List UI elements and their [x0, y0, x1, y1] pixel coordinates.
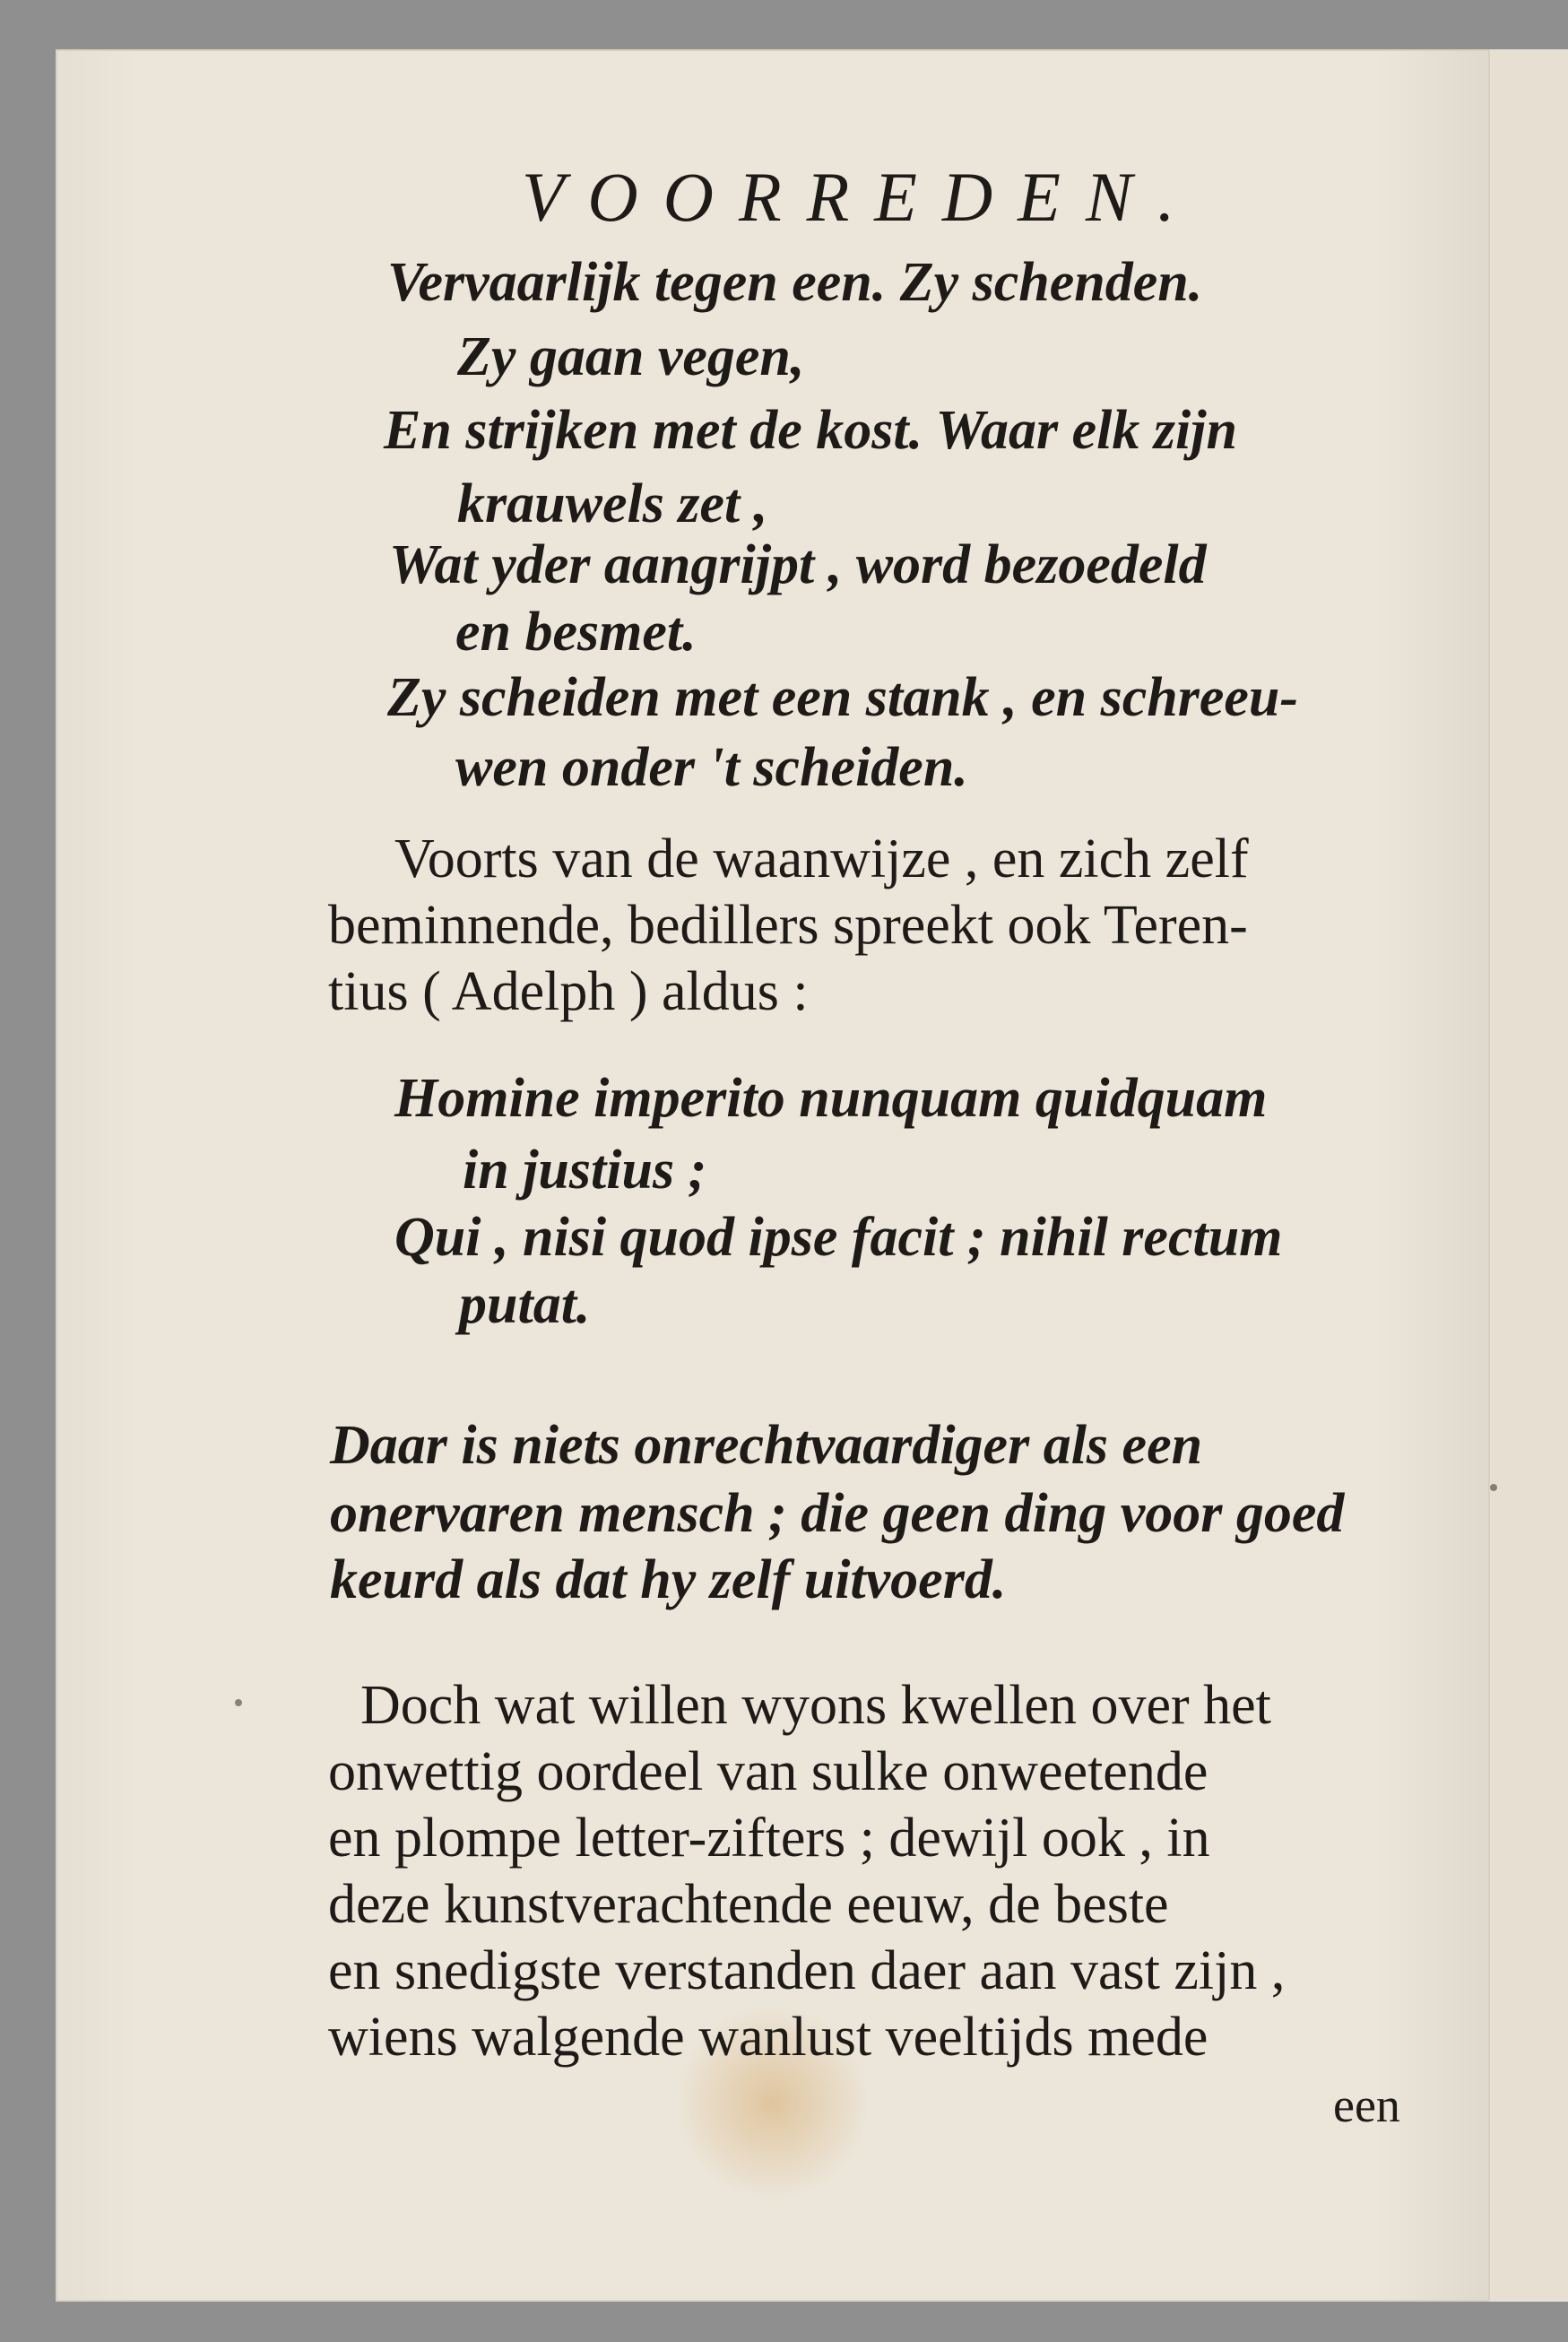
prose-line: Voorts van de waanwijze , en zich zelf — [394, 828, 1249, 889]
prose-line: deze kunstverachtende eeuw, de beste — [328, 1874, 1169, 1935]
translation-line: Daar is niets onrechtvaardiger als een — [330, 1415, 1203, 1476]
ink-speck — [1490, 1484, 1497, 1491]
translation-line: keurd als dat hy zelf uitvoerd. — [330, 1549, 1007, 1610]
verse-line: wen onder 't scheiden. — [455, 737, 968, 798]
verse-line: krauwels zet , — [457, 473, 768, 534]
prose-line: wiens walgende wanlust veeltijds mede — [328, 2007, 1208, 2068]
latin-line: Qui , nisi quod ipse facit ; nihil rectum — [394, 1207, 1283, 1268]
verse-line: en besmet. — [455, 602, 697, 663]
prose-line: Doch wat willen wyons kwellen over het — [360, 1675, 1271, 1736]
verse-line: Zy scheiden met een stank , en schreeu- — [387, 667, 1299, 728]
prose-line: beminnende, bedillers spreekt ook Teren- — [328, 895, 1248, 956]
latin-line: Homine imperito nunquam quidquam — [394, 1068, 1268, 1129]
prose-line: en snedigste verstanden daer aan vast zijn , — [328, 1940, 1286, 2001]
catchword: een — [1333, 2078, 1400, 2132]
verse-line: En strijken met de kost. Waar elk zijn — [384, 400, 1237, 461]
verse-line: Vervaarlijk tegen een. Zy schenden. — [387, 252, 1203, 313]
book-page — [56, 49, 1490, 2302]
verse-line: Zy gaan vegen, — [457, 326, 805, 387]
ink-speck — [235, 1699, 242, 1706]
running-head: VOORREDEN. — [522, 158, 1200, 236]
translation-line: onervaren mensch ; die geen ding voor goed — [330, 1483, 1345, 1544]
verse-line: Wat yder aangrijpt , word bezoedeld — [389, 534, 1207, 595]
latin-line: in justius ; — [463, 1140, 707, 1201]
latin-line: putat. — [459, 1274, 591, 1335]
prose-line: tius ( Adelph ) aldus : — [328, 961, 809, 1022]
prose-line: en plompe letter-zifters ; dewijl ook , in — [328, 1808, 1210, 1869]
prose-line: onwettig oordeel van sulke onweetende — [328, 1741, 1208, 1802]
